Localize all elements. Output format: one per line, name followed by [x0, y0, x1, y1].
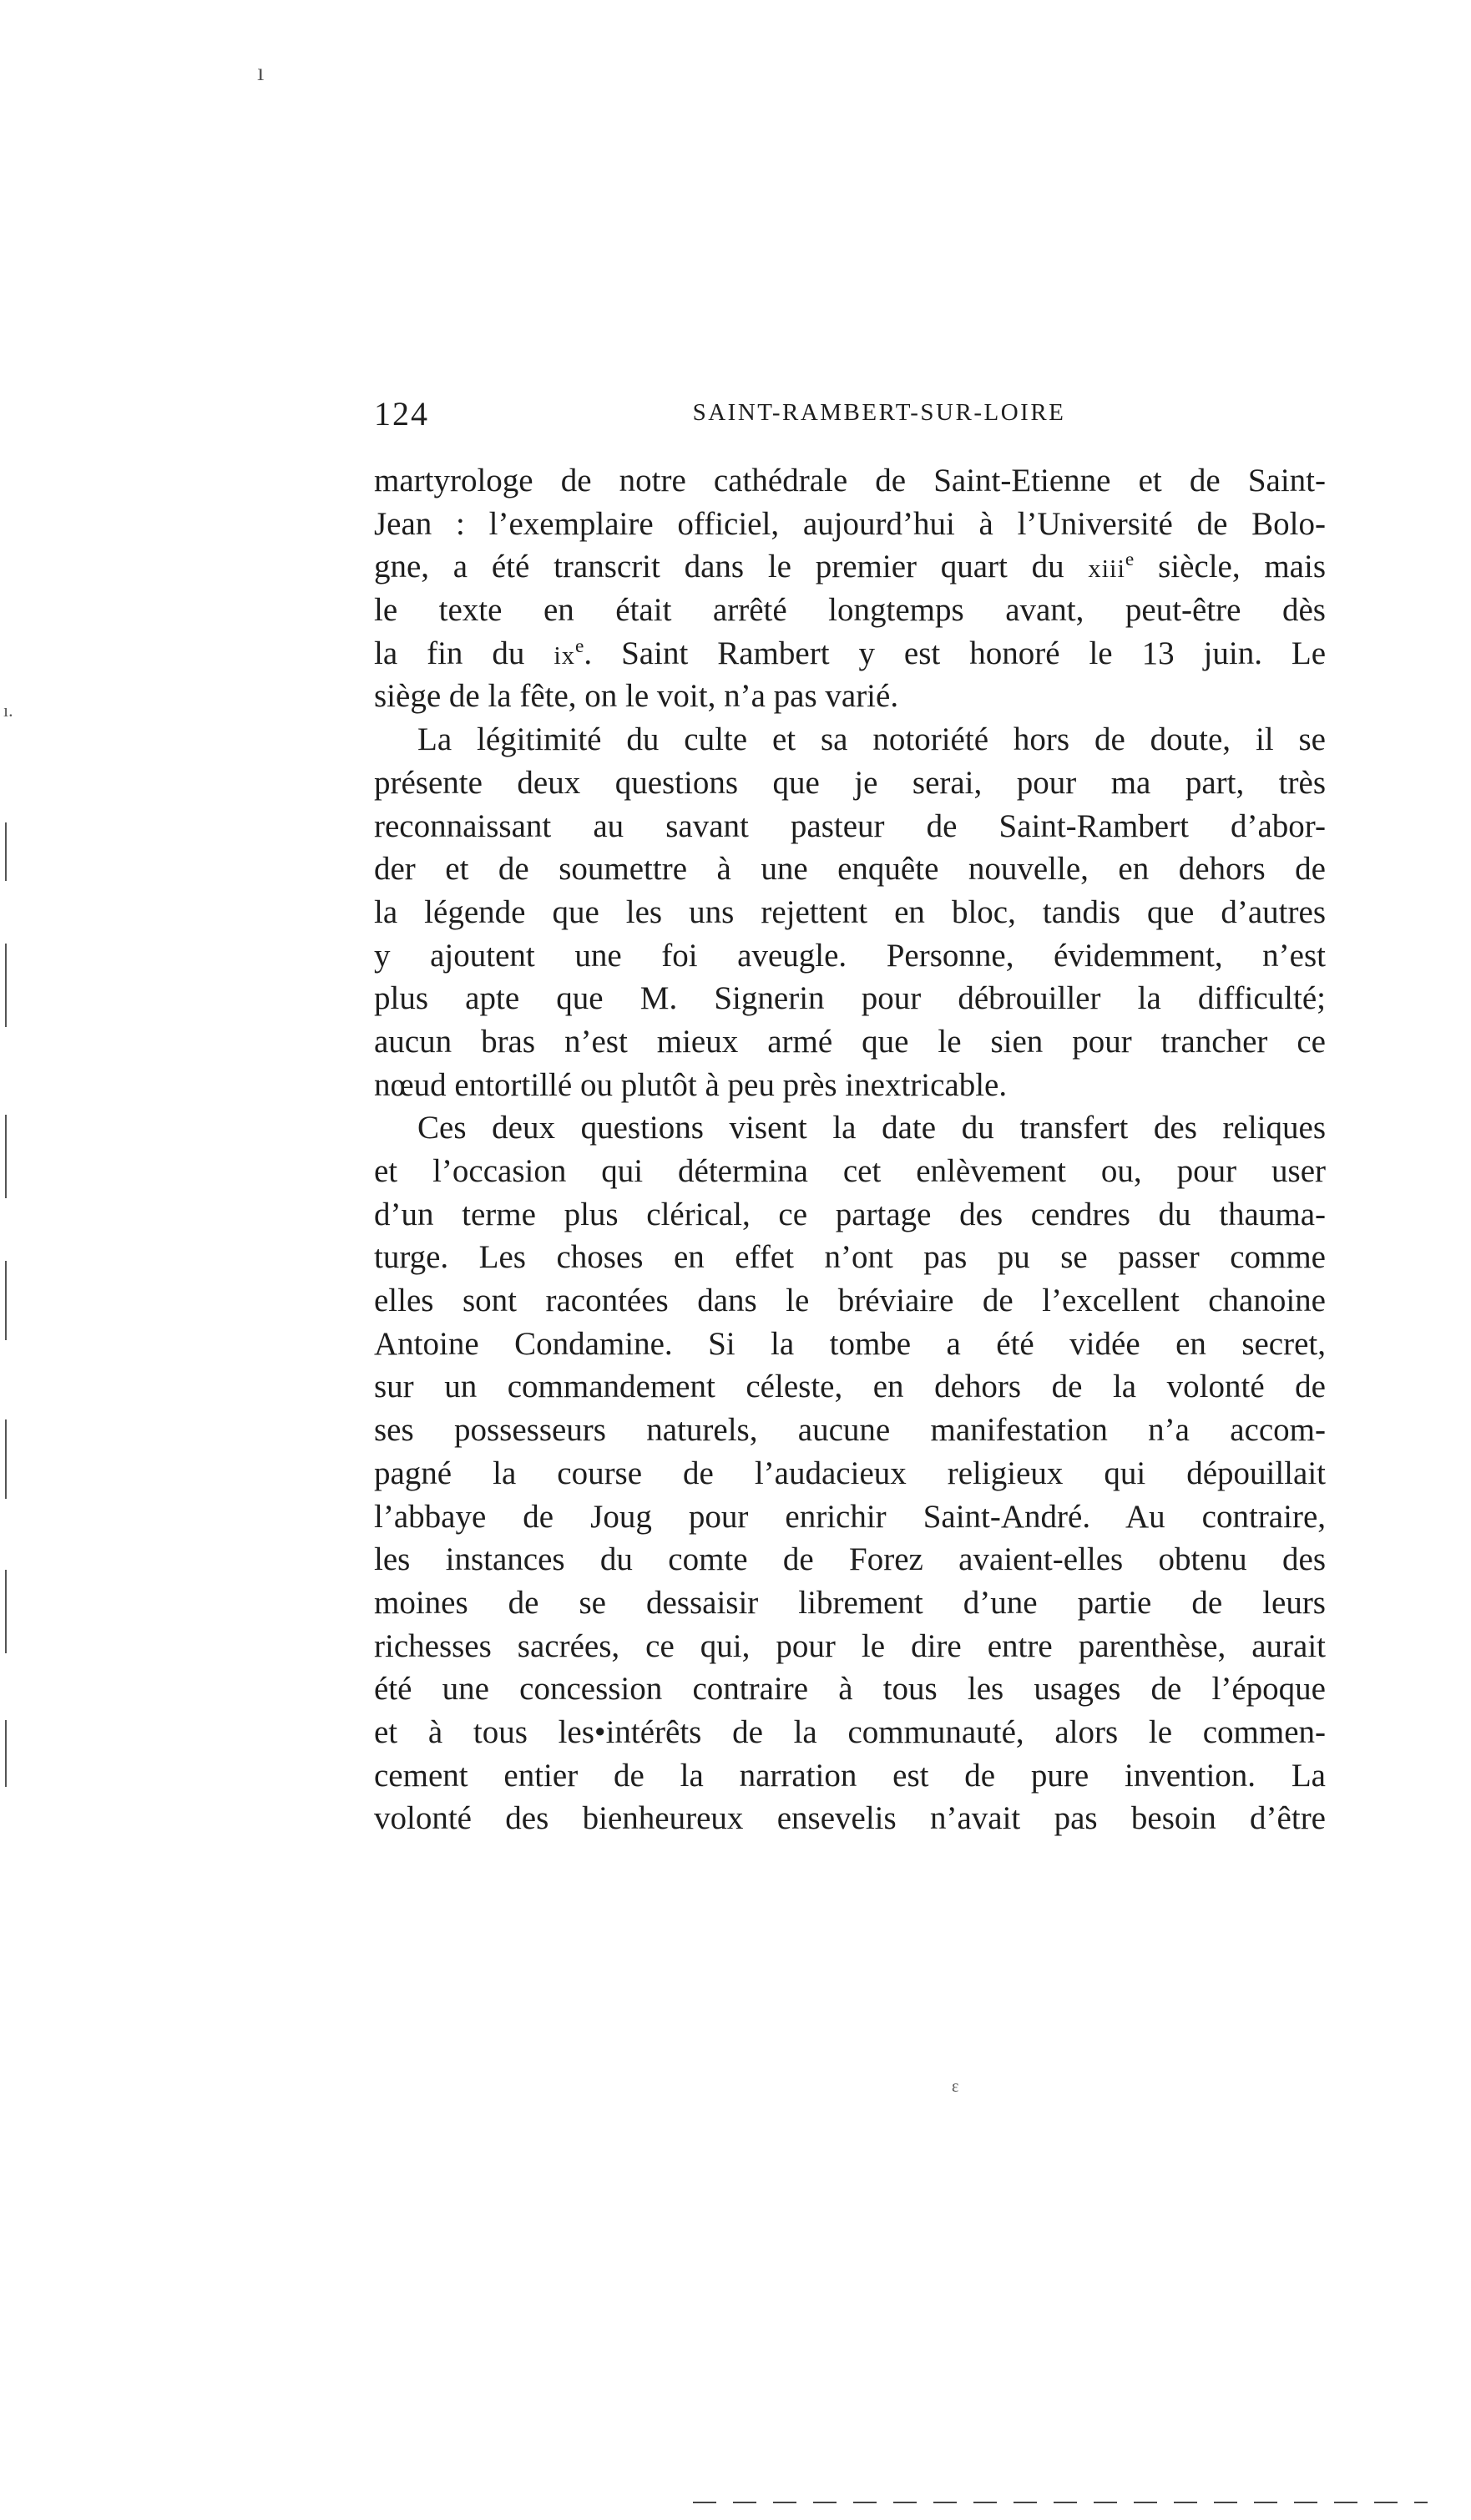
text-line: richesses sacrées, ce qui, pour le dire entre parenthèse, aurait: [374, 1627, 1326, 1664]
text-line: volonté des bienheureux ensevelis n’avait pas besoin d’être: [374, 1800, 1326, 1837]
text-line: été une concession contraire à tous les usages de l’époque: [374, 1671, 1326, 1708]
text-line: cement entier de la narration est de pure invention. La: [374, 1757, 1326, 1794]
text-line: gne, a été transcrit dans le premier quart du xiii$^e$ siècle, mais: [374, 549, 1326, 585]
text-line: ses possesseurs naturels, aucune manifestation n’a accom-: [374, 1412, 1326, 1449]
page-number: 124: [374, 395, 429, 433]
margin-rule: [5, 1419, 7, 1499]
text-line: pagné la course de l’audacieux religieux qui dépouillait: [374, 1455, 1326, 1491]
text-line: nœud entortillé ou plutôt à peu près inextricable.: [374, 1066, 1008, 1103]
margin-rule: [5, 1720, 7, 1787]
text-line: moines de se dessaisir librement d’une partie de leurs: [374, 1584, 1326, 1621]
text-line: et l’occasion qui détermina cet enlèvement ou, pour user: [374, 1153, 1326, 1189]
text-line: Antoine Condamine. Si la tombe a été vidée en secret,: [374, 1325, 1326, 1362]
text-line: y ajoutent une foi aveugle. Personne, évidemment, n’est: [374, 937, 1326, 974]
text-line: le texte en était arrêté longtemps avant, peut-être dès: [374, 592, 1326, 629]
text-line: turge. Les choses en effet n’ont pas pu se passer comme: [374, 1239, 1326, 1276]
margin-rule: [5, 1570, 7, 1653]
running-title: SAINT-RAMBERT-SUR-LOIRE: [692, 399, 1066, 426]
text-line: martyrologe de notre cathédrale de Saint-Etienne et de Saint-: [374, 463, 1326, 498]
text-line: présente deux questions que je serai, pour ma part, très: [374, 764, 1326, 801]
margin-mark: ı.: [3, 700, 13, 721]
text-line: plus apte que M. Signerin pour débrouiller la difficulté;: [374, 980, 1326, 1017]
ink-speck-top: ı: [257, 58, 265, 86]
text-line: Ces deux questions visent la date du transfert des reliques: [417, 1110, 1326, 1146]
margin-rule: [5, 944, 7, 1027]
dashed-rule: [693, 2502, 1428, 2503]
running-head: [374, 394, 1326, 444]
text-line: der et de soumettre à une enquête nouvelle, en dehors de: [374, 851, 1326, 888]
margin-rule: [5, 1261, 7, 1340]
margin-rule: [5, 822, 7, 881]
text-line: elles sont racontées dans le bréviaire de l’excellent chanoine: [374, 1283, 1326, 1319]
text-line: la fin du $ix^e$. Saint Rambert y est honoré le 13 juin. Le: [374, 635, 1327, 671]
text-line: aucun bras n’est mieux armé que le sien pour trancher ce: [374, 1023, 1326, 1060]
text-line: l’abbaye de Joug pour enrichir Saint-André. Au contraire,: [374, 1498, 1326, 1535]
text-line: reconnaissant au savant pasteur de Saint-Rambert d’abor-: [374, 807, 1326, 844]
text-line: Jean : l’exemplaire officiel, aujourd’hui à l’Université de Bolo-: [374, 505, 1326, 542]
text-line: la légende que les uns rejettent en bloc, tandis que d’autres: [374, 893, 1326, 930]
text-line: siège de la fête, on le voit, n’a pas varié.: [374, 678, 899, 715]
text-line: et à tous les•intérêts de la communauté, alors le commen-: [374, 1713, 1326, 1750]
text-line: La légitimité du culte et sa notoriété hors de doute, il se: [417, 721, 1326, 758]
text-line: sur un commandement céleste, en dehors de la volonté de: [374, 1369, 1326, 1405]
margin-rule: [5, 1115, 7, 1198]
text-line: les instances du comte de Forez avaient-elles obtenu des: [374, 1541, 1326, 1578]
ink-speck-bottom: ε: [952, 2077, 959, 2096]
body-text: [374, 459, 1326, 1840]
text-line: d’un terme plus clérical, ce partage des cendres du thauma-: [374, 1196, 1326, 1232]
